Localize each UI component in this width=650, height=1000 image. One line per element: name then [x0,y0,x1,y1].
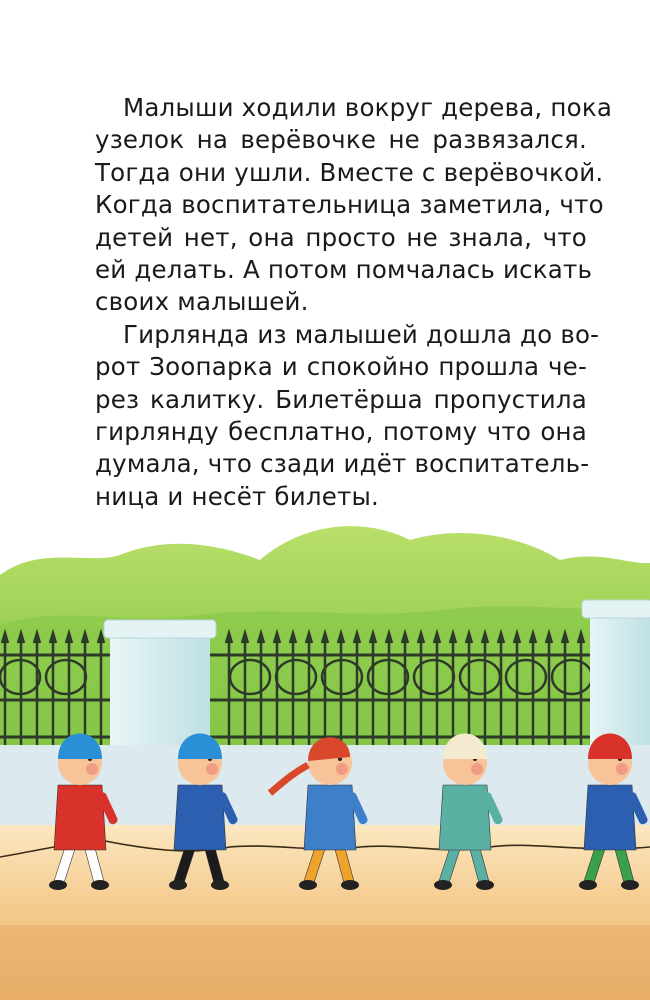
paragraph-2-cont [95,351,590,513]
text-line: Когда воспитательница заметила, что [95,190,604,220]
text-line: детей нет, она просто не знала, что [95,222,587,252]
text-line: гирлянду бесплатно, потому что она [95,417,587,447]
text-line: Гирлянда из малышей дошла до во- [123,319,600,349]
paragraph-1 [95,92,613,124]
paragraph-2 [95,319,600,351]
text-line: думала, что сзади идёт воспитатель- [95,449,590,479]
text-line: Малыши ходили вокруг дерева, пока [123,93,613,122]
text-line: рот Зоопарка и спокойно прошла че- [95,352,587,382]
paragraph-1-cont [95,124,604,318]
story-text [95,92,613,513]
text-line: Тогда они ушли. Вместе с верёвочкой. [95,157,604,187]
text-line: ей делать. А потом помчалась искать [95,255,593,285]
text-line: узелок на верёвочке не развязался. [95,125,587,155]
text-line: ница и несёт билеты. [95,481,379,511]
path-shadow [0,925,650,1000]
text-line: своих малышей. [95,287,309,317]
zoo-gate-illustration [0,505,650,1000]
text-line: рез калитку. Билетёрша пропустила [95,384,587,414]
